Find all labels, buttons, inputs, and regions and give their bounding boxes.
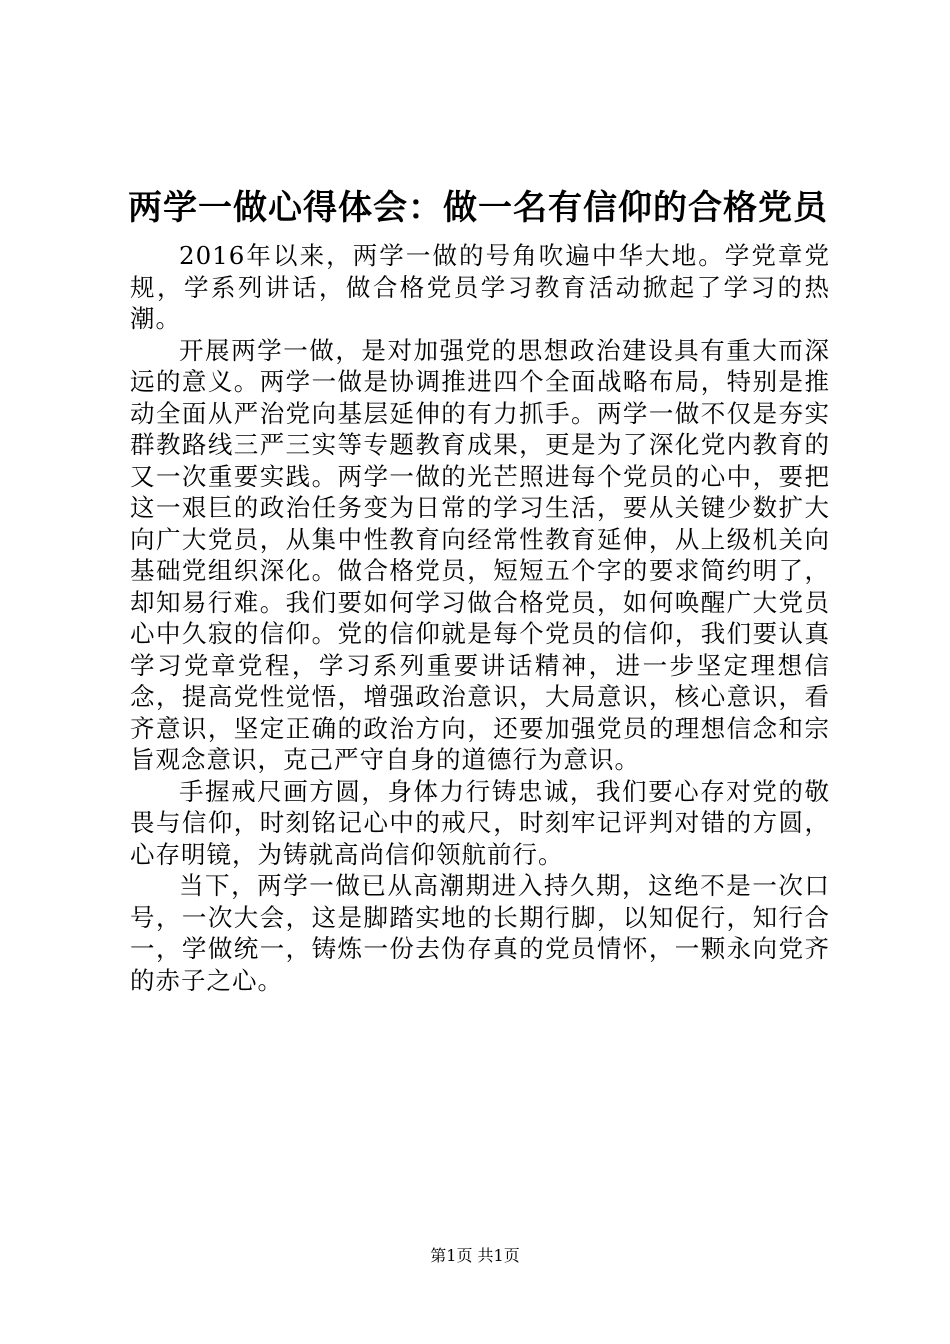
paragraph-4: 当下，两学一做已从高潮期进入持久期，这绝不是一次口号，一次大会，这是脚踏实地的长期行脚，以知促行，知行合一，学做统一，铸炼一份去伪存真的党员情怀，一颗永向党齐的赤子之心。 [130, 871, 830, 995]
paragraph-2: 开展两学一做，是对加强党的思想政治建设具有重大而深远的意义。两学一做是协调推进四个全面战略布局，特别是推动全面从严治党向基层延伸的有力抓手。两学一做不仅是夯实群教路线三严三实等专题教育成果，更是为了深化党内教育的又一次重要实践。两学一做的光芒照进每个党员的心中，要把这一艰巨的政治任务变为日常的学习生活，要从关键少数扩大向广大党员，从集中性教育向经常性教育延伸，从上级机关向基础党组织深化。做合格党员，短短五个字的要求简约明了，却知易行难。我们要如何学习做合格党员，如何唤醒广大党员心中久寂的信仰。党的信仰就是每个党员的信仰，我们要认真学习党章党程，学习系列重要讲话精神，进一步坚定理想信念，提高党性觉悟，增强政治意识，大局意识，核心意识，看齐意识，坚定正确的政治方向，还要加强党员的理想信念和宗旨观念意识，克己严守自身的道德行为意识。 [130, 335, 830, 774]
document-body [130, 240, 830, 996]
paragraph-3: 手握戒尺画方圆，身体力行铸忠诚，我们要心存对党的敬畏与信仰，时刻铭记心中的戒尺，时刻牢记评判对错的方圆，心存明镜，为铸就高尚信仰领航前行。 [130, 776, 830, 869]
document-title: 两学一做心得体会：做一名有信仰的合格党员 [128, 188, 828, 228]
page-number-footer: 第1页 共1页 [430, 1246, 520, 1265]
paragraph-1: 2016年以来，两学一做的号角吹遍中华大地。学党章党规，学系列讲话，做合格党员学习教育活动掀起了学习的热潮。 [130, 241, 830, 333]
